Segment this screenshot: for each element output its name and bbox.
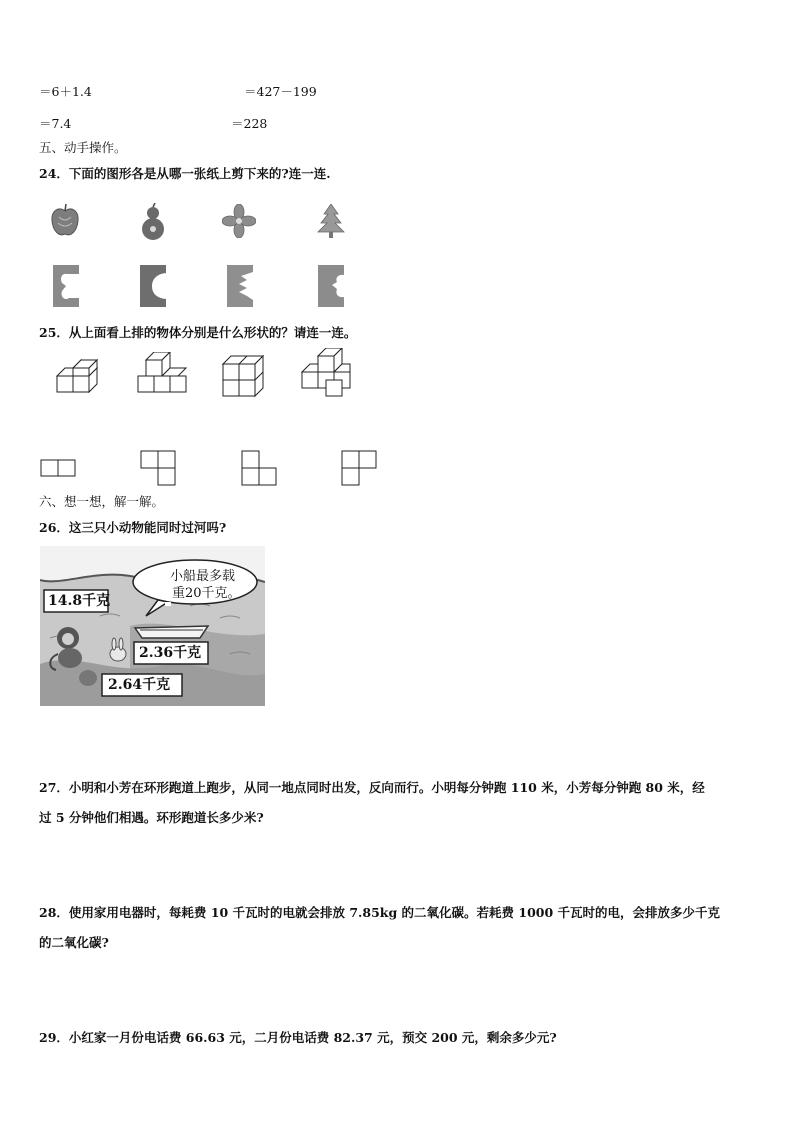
question-29: 29．小红家一月份电话费 66.63 元，二月份电话费 82.37 元，预交 200 元，剩余多少元?	[39, 1030, 557, 1045]
calc-left-line2: ＝7.4	[39, 116, 72, 131]
cube-arrangement-1[interactable]	[55, 356, 105, 400]
cube-arrangement-3[interactable]	[221, 354, 267, 400]
calc-right-line1: ＝427－199	[244, 84, 317, 99]
speech-bubble-line1: 小船最多载	[170, 569, 236, 584]
question-27-line1: 27．小明和小芳在环形跑道上跑步，从同一地点同时出发，反向而行。小明每分钟跑 110 米，小芳每分钟跑 80 米，经	[39, 780, 705, 795]
cube-arrangement-4[interactable]	[300, 348, 356, 400]
section-six-heading: 六、想一想，解一解。	[39, 494, 165, 509]
calc-left-line1: ＝6＋1.4	[39, 84, 92, 99]
top-view-shape-3[interactable]	[241, 450, 277, 486]
question-25: 25．从上面看上排的物体分别是什么形状的？请连一连。	[39, 325, 357, 340]
calc-right-line2: ＝228	[231, 116, 268, 131]
cut-paper-1[interactable]	[53, 265, 81, 307]
question-26: 26．这三只小动物能同时过河吗?	[39, 520, 227, 535]
cut-paper-2[interactable]	[140, 265, 168, 307]
cut-paper-3[interactable]	[227, 265, 255, 307]
cut-paper-4[interactable]	[318, 265, 346, 307]
flower-icon[interactable]	[222, 204, 256, 238]
monkey-weight-label: 14.8千克	[48, 593, 111, 609]
cube-arrangement-2[interactable]	[136, 352, 190, 402]
section-five-heading: 五、动手操作。	[39, 140, 127, 155]
question-28-line1: 28．使用家用电器时，每耗费 10 千瓦时的电就会排放 7.85kg 的二氧化碳。若耗费 1000 千瓦时的电，会排放多少千克	[39, 905, 721, 920]
question-28-line2: 的二氧化碳?	[39, 935, 109, 950]
top-view-shape-1[interactable]	[40, 459, 76, 477]
speech-bubble-line2: 重20千克。	[172, 586, 241, 601]
tree-icon[interactable]	[316, 204, 346, 238]
third-animal-weight-label: 2.64千克	[108, 677, 171, 693]
river-picture	[40, 546, 265, 706]
apple-icon[interactable]	[50, 203, 80, 239]
top-view-shape-2[interactable]	[140, 450, 176, 486]
question-27-line2: 过 5 分钟他们相遇。环形跑道长多少米?	[39, 810, 264, 825]
top-view-shape-4[interactable]	[341, 450, 377, 486]
gourd-icon[interactable]	[138, 203, 168, 241]
rabbit-weight-label: 2.36千克	[139, 645, 202, 661]
question-24: 24．下面的图形各是从哪一张纸上剪下来的?连一连.	[39, 166, 331, 181]
